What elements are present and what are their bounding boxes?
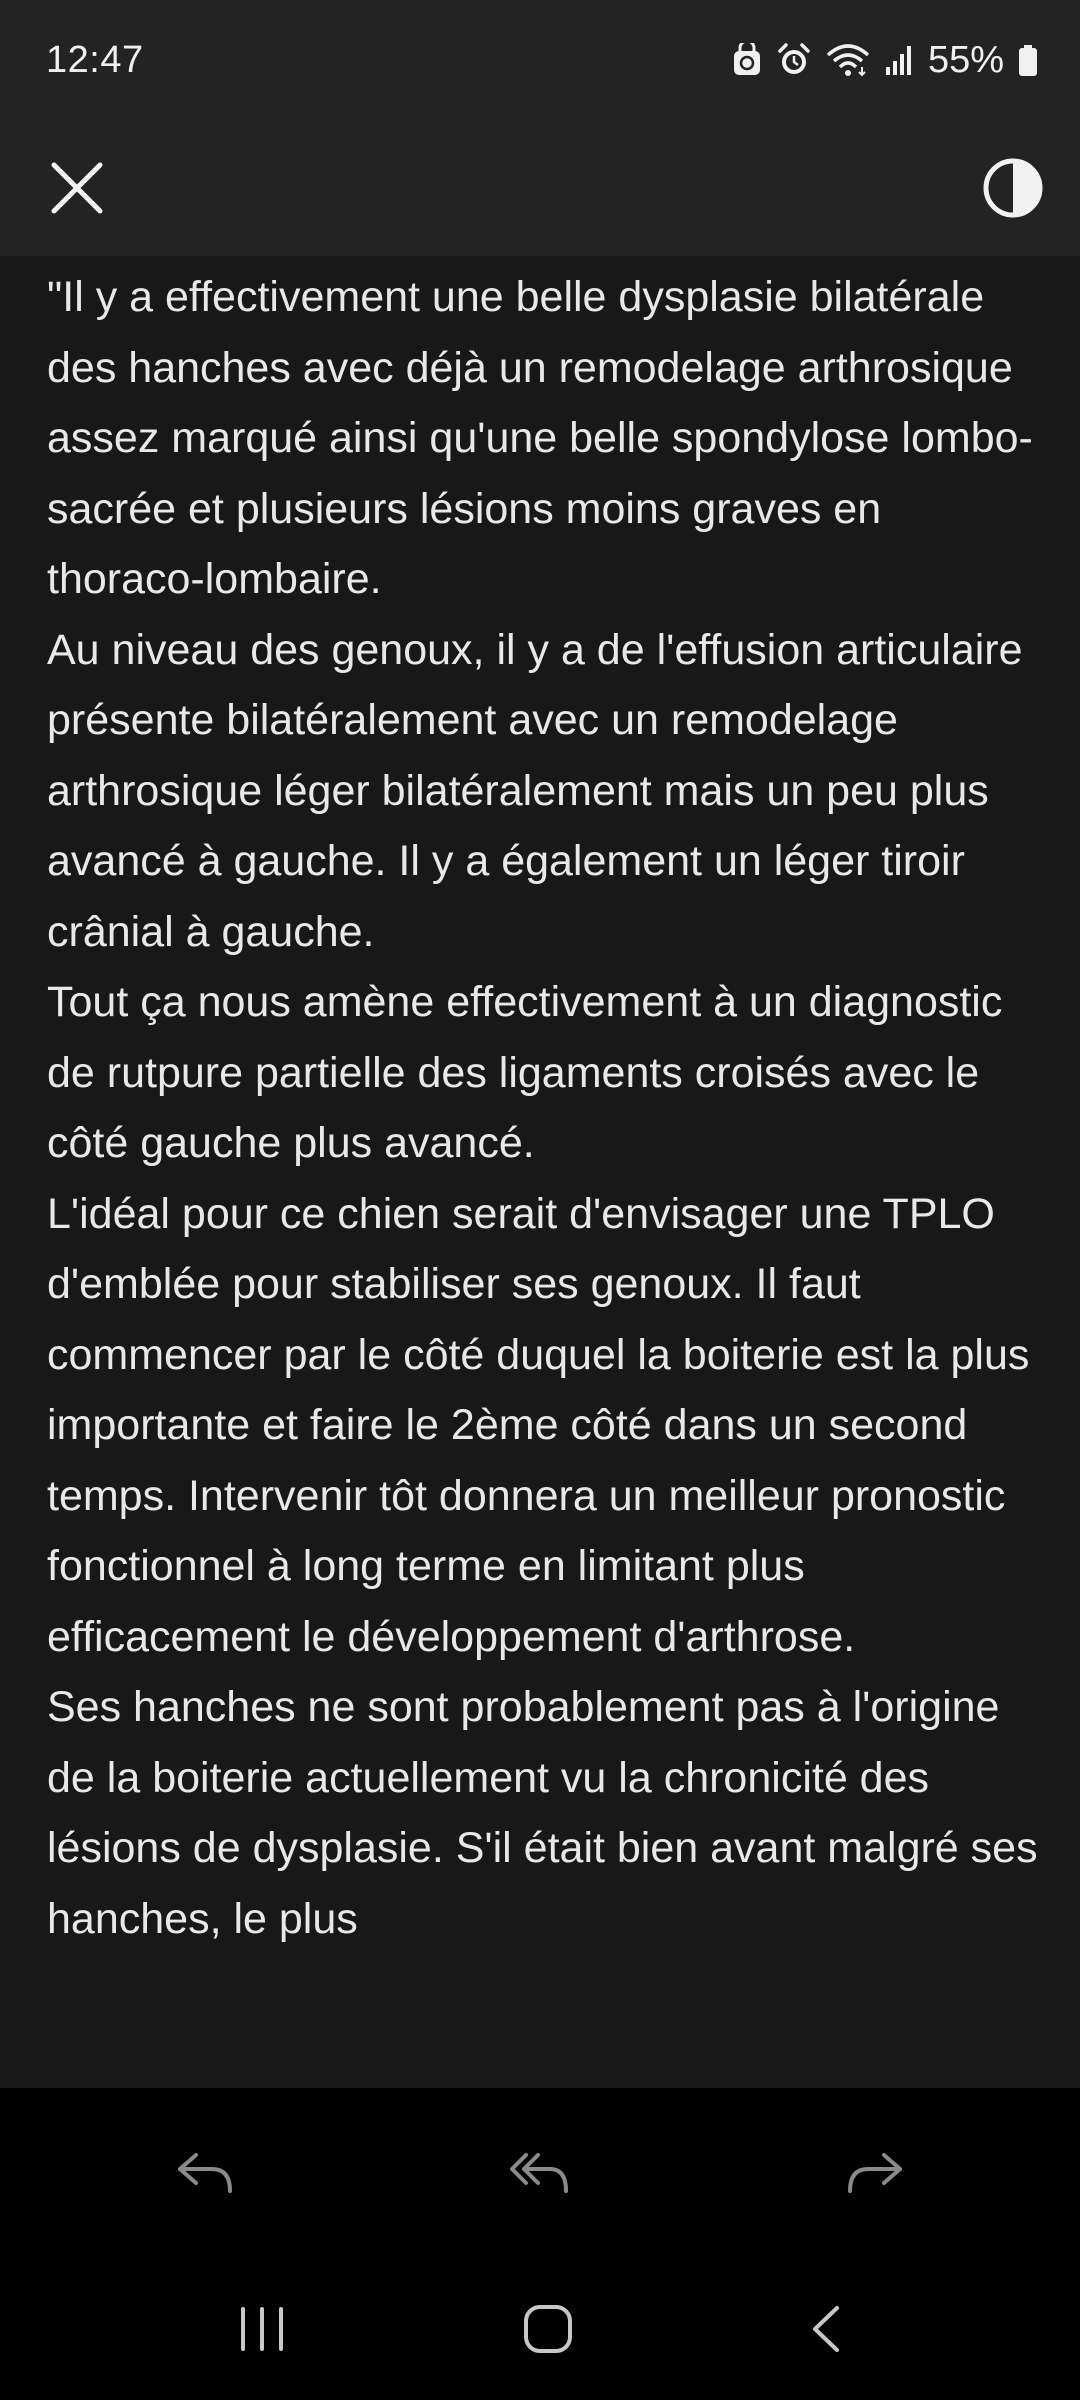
close-icon[interactable]: [50, 161, 104, 215]
forward-icon[interactable]: [844, 2151, 904, 2195]
recents-icon[interactable]: [237, 2306, 287, 2352]
message-body[interactable]: [0, 256, 1080, 2088]
message-paragraph: L'idéal pour ce chien serait d'envisager une TPLO d'emblée pour stabiliser ses genoux. Il faut commencer par le côté duquel la boiterie est la plus importante et faire le 2ème côté dans un second temps. Intervenir tôt donnera un meilleur pronostic fonctionnel à long terme en limitant plus efficacement le développement d'arthrose.: [47, 1189, 1030, 1661]
battery-icon: [1018, 43, 1038, 77]
message-text: [0, 256, 1080, 1954]
message-paragraph: Tout ça nous amène effectivement à un diagnostic de rutpure partielle des ligaments croisés avec le côté gauche plus avancé.: [47, 978, 1003, 1167]
battery-percent: 55%: [927, 38, 1004, 81]
message-action-bar: [0, 2088, 1080, 2258]
contrast-icon[interactable]: [982, 157, 1044, 219]
viewer-toolbar: [0, 120, 1080, 256]
status-bar: [0, 0, 1080, 120]
message-paragraph: "Il y a effectivement une belle dysplasie bilatérale des hanches avec déjà un remodelage arthrosique assez marqué ainsi qu'une belle spondylose lombo-sacrée et plusieurs lésions moins graves en thoraco-lombaire.: [47, 273, 1033, 603]
alarm-icon: [776, 42, 812, 78]
status-icons: [732, 39, 1038, 82]
signal-icon: [884, 43, 914, 77]
message-paragraph: Au niveau des genoux, il y a de l'effusion articulaire présente bilatéralement avec un remodelage arthrosique léger bilatéralement mais un peu plus avancé à gauche. Il y a également un léger tiroir crânial à gauche.: [47, 625, 1023, 956]
message-paragraph: Ses hanches ne sont probablement pas à l'origine de la boiterie actuellement vu la chronicité des lésions de dysplasie. S'il était bien avant malgré ses hanches, le plus: [47, 1683, 1038, 1943]
reply-icon[interactable]: [176, 2151, 236, 2195]
wifi-icon: [826, 43, 870, 77]
back-icon[interactable]: [809, 2304, 843, 2354]
reply-all-icon[interactable]: [508, 2151, 572, 2195]
sync-lock-icon: [732, 43, 762, 77]
system-nav-bar: [0, 2258, 1080, 2400]
home-icon[interactable]: [522, 2303, 574, 2355]
status-time: 12:47: [46, 38, 144, 81]
